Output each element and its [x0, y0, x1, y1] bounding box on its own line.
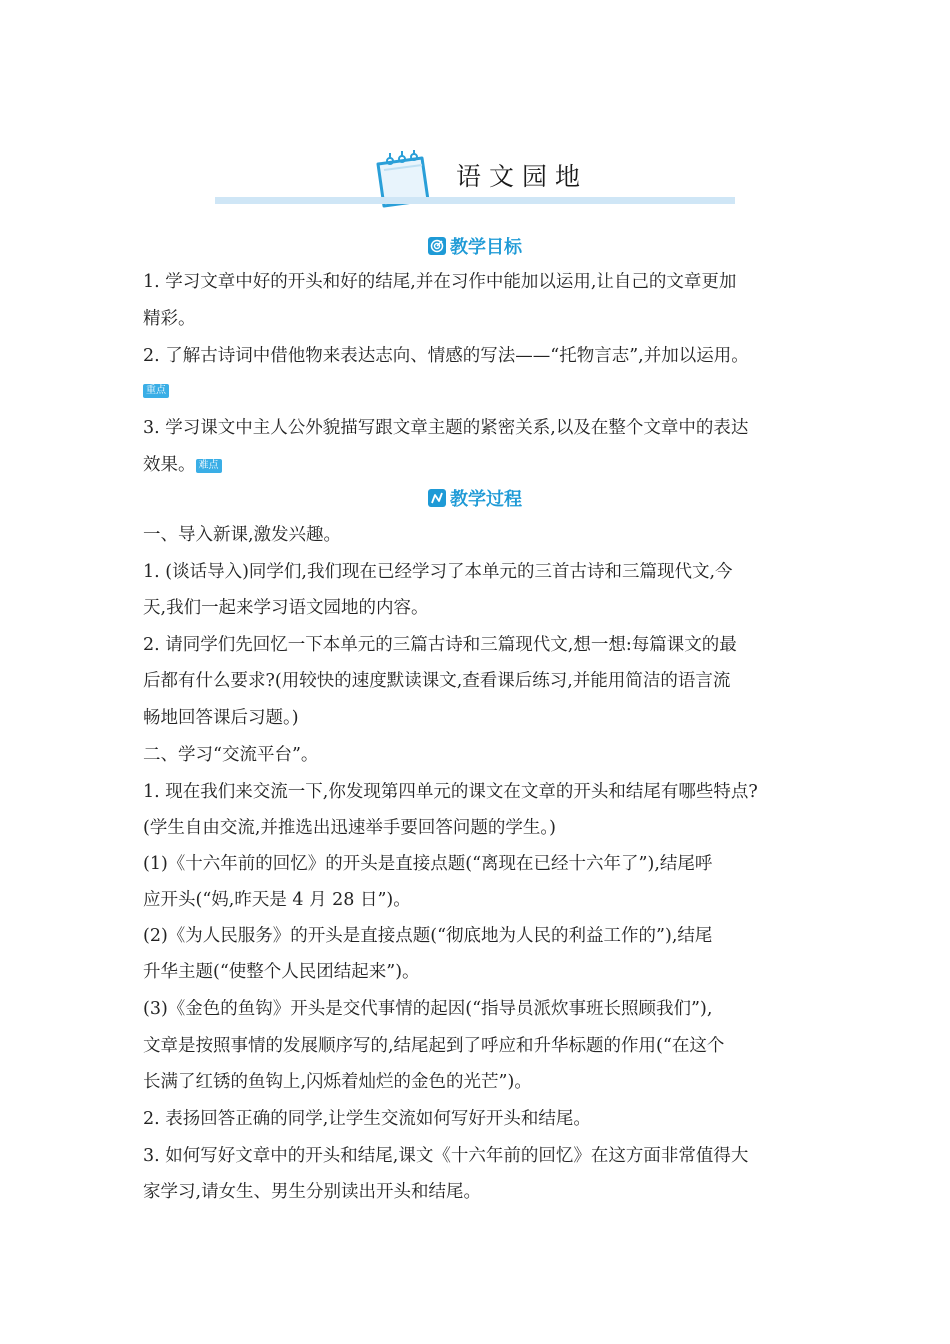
- section-heading-goals-label: 教学目标: [450, 237, 522, 258]
- process-line: (2)《为人民服务》的开头是直接点题(“彻底地为人民的利益工作的”),结尾: [143, 926, 713, 946]
- goal-3-line-2-wrap: [143, 453, 222, 477]
- page-title: 语文园地: [456, 162, 589, 191]
- goal-2-tag-line: [143, 378, 169, 402]
- process-line: 二、学习“交流平台”。: [143, 745, 319, 765]
- process-line: 文章是按照事情的发展顺序写的,结尾起到了呼应和升华标题的作用(“在这个: [143, 1036, 725, 1056]
- process-line: 2. 请同学们先回忆一下本单元的三篇古诗和三篇现代文,想一想:每篇课文的最: [143, 635, 737, 655]
- process-line: 天,我们一起来学习语文园地的内容。: [143, 598, 429, 618]
- process-line: 长满了红锈的鱼钩上,闪烁着灿烂的金色的光芒”)。: [143, 1072, 532, 1092]
- process-line: 应开头(“妈,昨天是 4 月 28 日”)。: [143, 890, 411, 910]
- section-heading-process-label: 教学过程: [450, 489, 522, 510]
- target-icon: [428, 237, 446, 255]
- process-line: 升华主题(“使整个人民团结起来”)。: [143, 962, 420, 982]
- goal-3-line-2: 效果。: [143, 455, 196, 475]
- page-header: [0, 0, 950, 220]
- process-line: 2. 表扬回答正确的同学,让学生交流如何写好开头和结尾。: [143, 1109, 591, 1129]
- process-line: 一、导入新课,激发兴趣。: [143, 525, 342, 545]
- goal-1-line-1: 1. 学习文章中好的开头和好的结尾,并在习作中能加以运用,让自己的文章更加: [143, 272, 737, 292]
- process-line: (1)《十六年前的回忆》的开头是直接点题(“离现在已经十六年了”),结尾呼: [143, 854, 713, 874]
- title-divider: [215, 197, 735, 204]
- process-line: 1. 现在我们来交流一下,你发现第四单元的课文在文章的开头和结尾有哪些特点?: [143, 782, 758, 802]
- process-icon: [428, 489, 446, 507]
- process-line: 后都有什么要求?(用较快的速度默读课文,查看课后练习,并能用简洁的语言流: [143, 671, 731, 691]
- section-heading-process: [0, 485, 950, 511]
- process-line: 1. (谈话导入)同学们,我们现在已经学习了本单元的三首古诗和三篇现代文,今: [143, 562, 733, 582]
- goal-1-line-2: 精彩。: [143, 309, 196, 329]
- process-line: (3)《金色的鱼钩》开头是交代事情的起因(“指导员派炊事班长照顾我们”),: [143, 999, 713, 1019]
- process-line: 家学习,请女生、男生分别读出开头和结尾。: [143, 1182, 482, 1202]
- process-line: 3. 如何写好文章中的开头和结尾,课文《十六年前的回忆》在这方面非常值得大: [143, 1146, 749, 1166]
- goal-3-line-1: 3. 学习课文中主人公外貌描写跟文章主题的紧密关系,以及在整个文章中的表达: [143, 418, 749, 438]
- goal-2-line-1: 2. 了解古诗词中借他物来表达志向、情感的写法——“托物言志”,并加以运用。: [143, 346, 749, 366]
- difficult-point-badge: 难点: [196, 459, 222, 473]
- section-heading-goals: [0, 233, 950, 259]
- key-point-badge: 重点: [143, 384, 169, 398]
- process-line: 畅地回答课后习题。): [143, 708, 299, 728]
- process-line: (学生自由交流,并推选出迅速举手要回答问题的学生。): [143, 818, 556, 838]
